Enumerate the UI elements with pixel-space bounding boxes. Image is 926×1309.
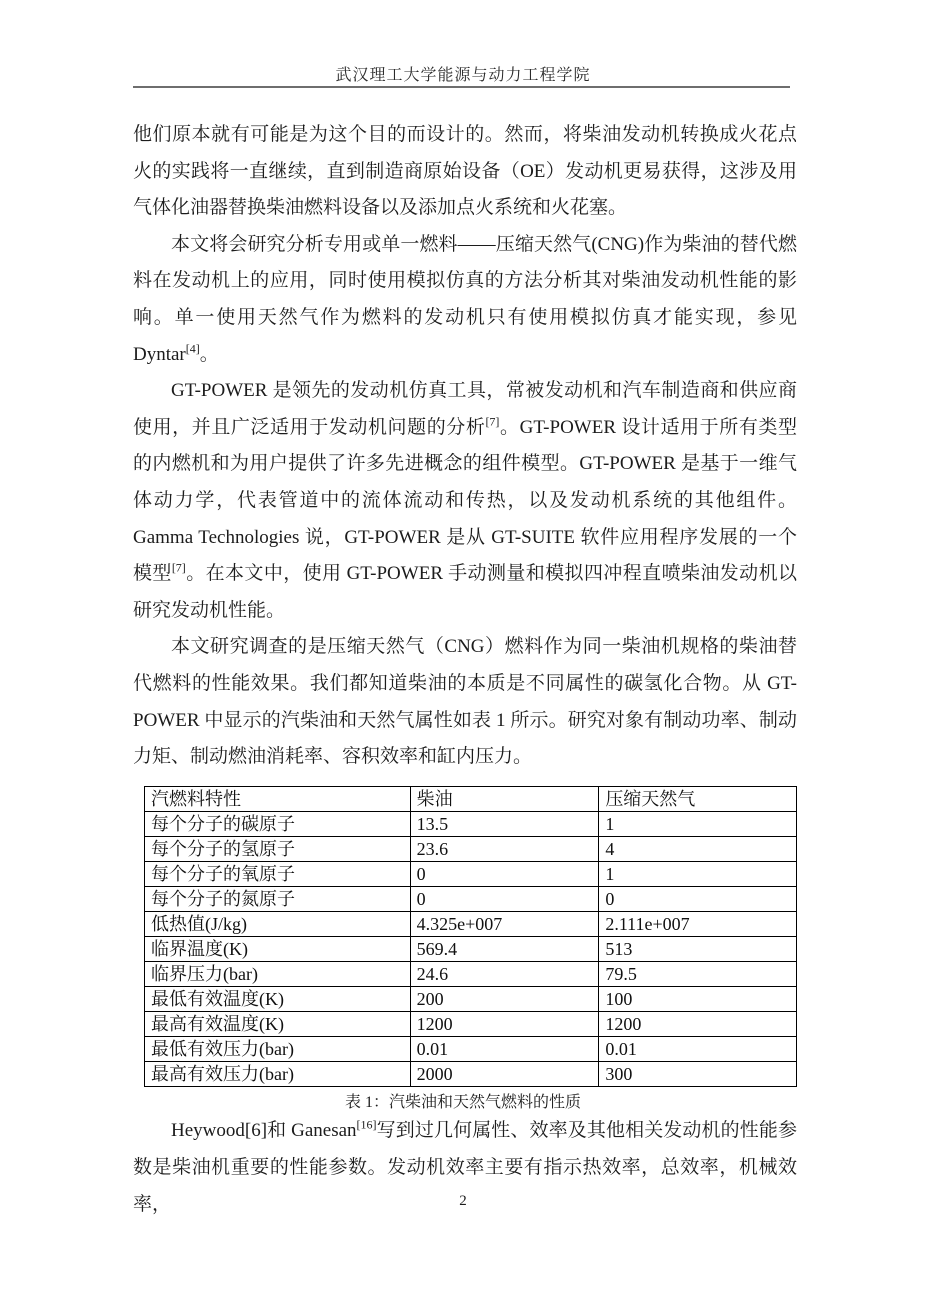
table-cell: 23.6 <box>410 837 599 862</box>
table-cell: 0 <box>599 887 797 912</box>
table-row <box>145 987 797 1012</box>
table-caption: 表 1：汽柴油和天然气燃料的性质 <box>344 1094 581 1111</box>
citation-superscript: [7] <box>485 414 500 429</box>
column-header: 柴油 <box>410 787 599 812</box>
page-header-title: 武汉理工大学能源与动力工程学院 <box>335 67 591 84</box>
table-row <box>145 1062 797 1087</box>
table-cell: 13.5 <box>410 812 599 837</box>
table-row <box>145 862 797 887</box>
fuel-properties-table <box>144 786 797 1087</box>
body-text <box>133 117 797 776</box>
table-cell: 200 <box>410 987 599 1012</box>
column-header: 压缩天然气 <box>599 787 797 812</box>
table-row <box>145 1012 797 1037</box>
table-row <box>145 937 797 962</box>
text-run: 写到过几何属性、效率及其他相关发动机的性能参数是柴油机重要的性能参数。发动机效率主要有指示热效率，总效率，机械效率， <box>133 1120 797 1215</box>
table-cell: 100 <box>599 987 797 1012</box>
table-cell: 0 <box>410 862 599 887</box>
table-body <box>145 812 797 1087</box>
page-number: 2 <box>459 1193 467 1209</box>
table-cell: 最低有效温度(K) <box>145 987 411 1012</box>
table-row <box>145 837 797 862</box>
paragraph-1 <box>133 117 797 227</box>
citation-superscript: [16] <box>356 1117 377 1132</box>
table-cell: 1200 <box>599 1012 797 1037</box>
text-run: 本文将会研究分析专用或单一燃料——压缩天然气(CNG)作为柴油的替代燃料在发动机上的应用，同时使用模拟仿真的方法分析其对柴油发动机性能的影响。单一使用天然气作为燃料的发动机只有使用模拟仿真才能实现，参见 Dyntar <box>133 233 797 365</box>
table-cell: 513 <box>599 937 797 962</box>
table-cell: 最高有效压力(bar) <box>145 1062 411 1087</box>
table-cell: 每个分子的氧原子 <box>145 862 411 887</box>
text-run: Heywood[6]和 Ganesan <box>171 1120 357 1141</box>
table-row <box>145 812 797 837</box>
text-run: 。GT-POWER 设计适用于所有类型的内燃机和为用户提供了许多先进概念的组件模型。GT-POWER 是基于一维气体动力学，代表管道中的流体流动和传热，以及发动机系统的其他组件。Gamma Technologies 说，GT-POWER 是从 GT-SUITE 软件应用程序发展的一个模型 <box>133 416 797 585</box>
table-cell: 2000 <box>410 1062 599 1087</box>
table-row <box>145 912 797 937</box>
table-cell: 569.4 <box>410 937 599 962</box>
table-row <box>145 887 797 912</box>
table-cell: 1200 <box>410 1012 599 1037</box>
citation-superscript: [7] <box>171 560 186 575</box>
table-cell: 4 <box>599 837 797 862</box>
paragraph-4 <box>133 629 797 775</box>
text-run: 他们原本就有可能是为这个目的而设计的。然而，将柴油发动机转换成火花点火的实践将一直继续，直到制造商原始设备（OE）发动机更易获得，这涉及用气体化油器替换柴油燃料设备以及添加点火系统和火花塞。 <box>133 124 797 219</box>
table-cell: 每个分子的氮原子 <box>145 887 411 912</box>
paragraph-2 <box>133 227 797 373</box>
table-cell: 0.01 <box>410 1037 599 1062</box>
table-row <box>145 1037 797 1062</box>
text-run: 。 <box>199 343 219 365</box>
table-cell: 0.01 <box>599 1037 797 1062</box>
citation-superscript: [4] <box>185 341 200 356</box>
table-cell: 最高有效温度(K) <box>145 1012 411 1037</box>
table-cell: 1 <box>599 812 797 837</box>
table-cell: 300 <box>599 1062 797 1087</box>
header-rule <box>133 86 790 88</box>
table-cell: 0 <box>410 887 599 912</box>
table-row <box>145 962 797 987</box>
table-cell: 临界压力(bar) <box>145 962 411 987</box>
table-cell: 每个分子的碳原子 <box>145 812 411 837</box>
paragraph-3 <box>133 373 797 629</box>
text-run: GT-POWER 是领先的发动机仿真工具，常被发动机和汽车制造商和供应商使用，并且广泛适用于发动机问题的分析 <box>133 380 797 438</box>
table-header-row <box>145 787 797 812</box>
text-run: 本文研究调查的是压缩天然气（CNG）燃料作为同一柴油机规格的柴油替代燃料的性能效果。我们都知道柴油的本质是不同属性的碳氢化合物。从 GT-POWER 中显示的汽柴油和天然气属性如表 1 所示。研究对象有制动功率、制动力矩、制动燃油消耗率、容积效率和缸内压力。 <box>133 636 797 768</box>
table-cell: 2.111e+007 <box>599 912 797 937</box>
table-cell: 79.5 <box>599 962 797 987</box>
table-cell: 24.6 <box>410 962 599 987</box>
column-header: 汽燃料特性 <box>145 787 411 812</box>
text-run: 。在本文中，使用 GT-POWER 手动测量和模拟四冲程直喷柴油发动机以研究发动机性能。 <box>133 563 797 621</box>
table-cell: 4.325e+007 <box>410 912 599 937</box>
table-cell: 低热值(J/kg) <box>145 912 411 937</box>
table-cell: 临界温度(K) <box>145 937 411 962</box>
table-cell: 1 <box>599 862 797 887</box>
table-cell: 每个分子的氢原子 <box>145 837 411 862</box>
table-cell: 最低有效压力(bar) <box>145 1037 411 1062</box>
